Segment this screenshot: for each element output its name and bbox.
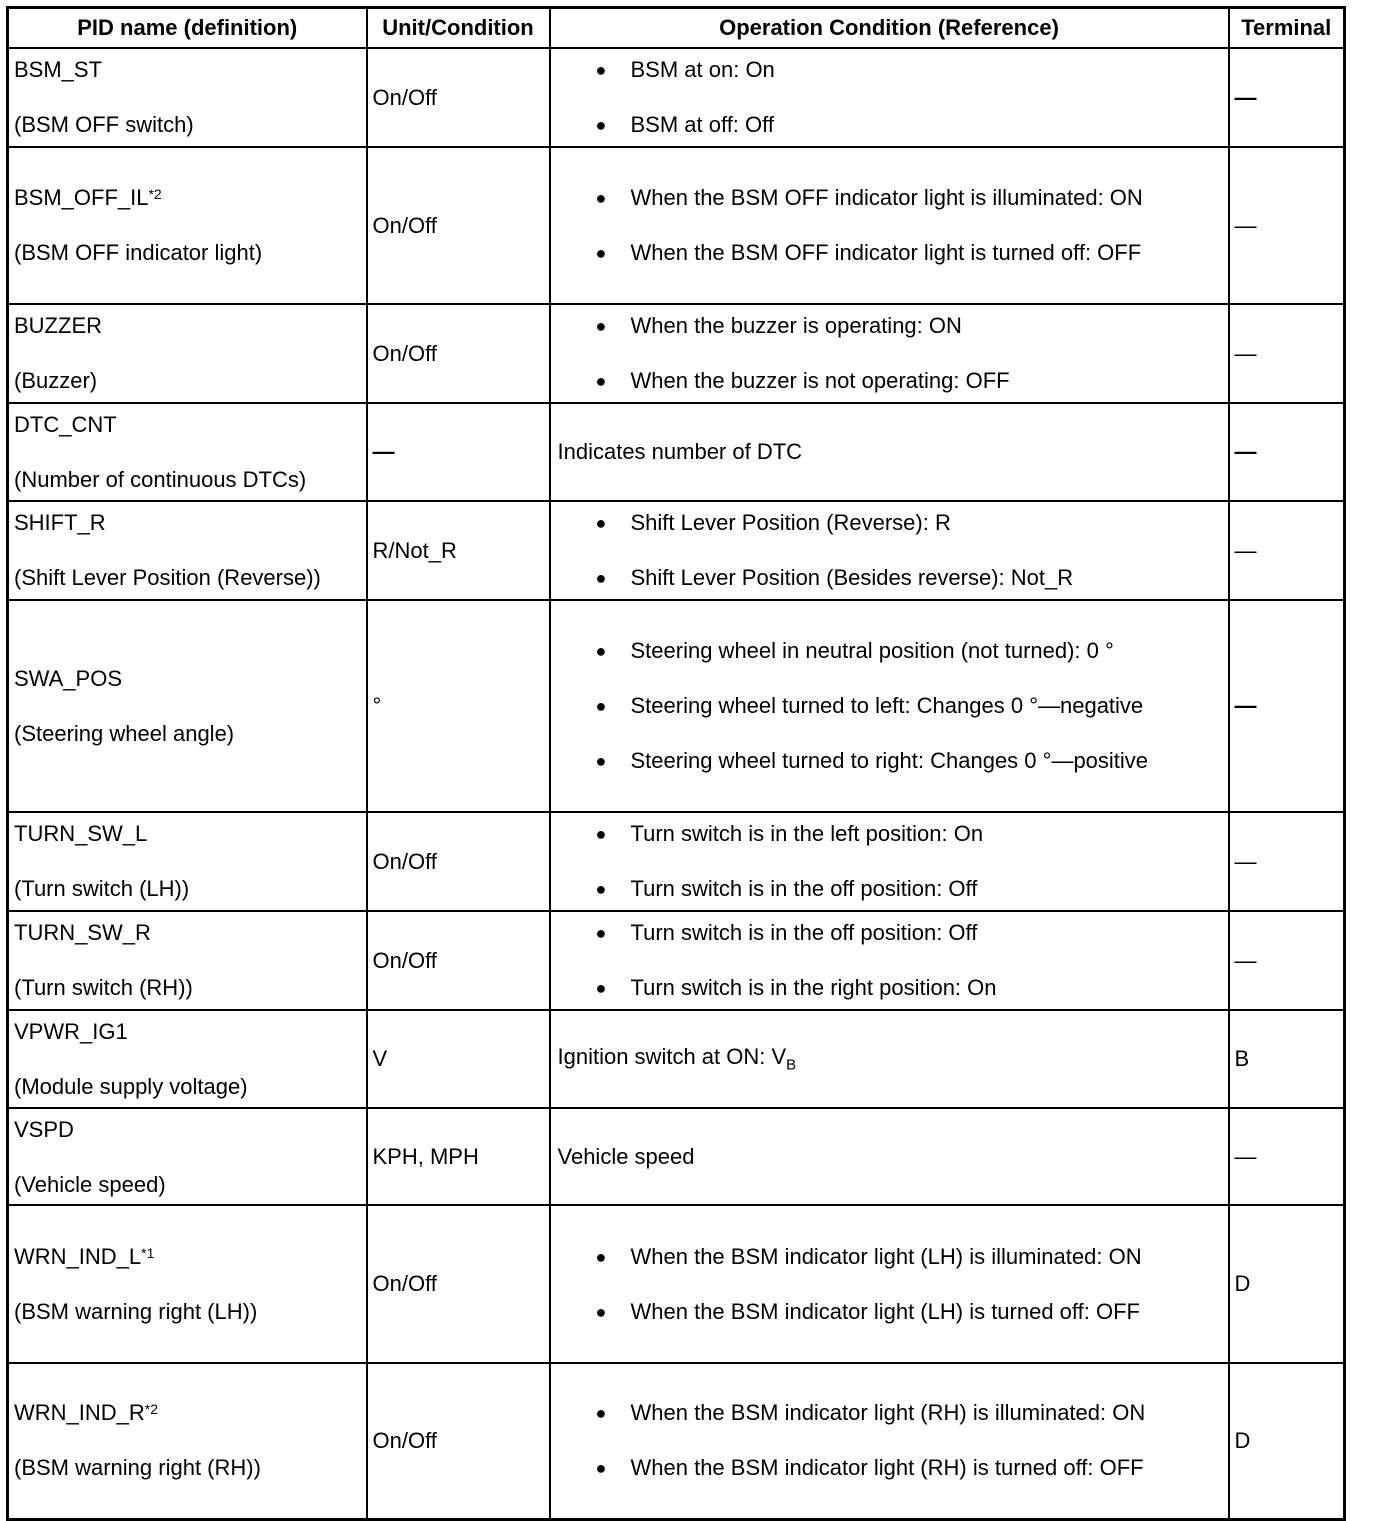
bullet-icon: ● bbox=[595, 316, 607, 336]
condition-cell bbox=[550, 1010, 1229, 1108]
unit-cell: On/Off bbox=[367, 304, 550, 403]
condition-cell bbox=[550, 501, 1229, 600]
bullet-icon: ● bbox=[595, 824, 607, 844]
condition-item: ● Steering wheel in neutral position (not turned): 0 ° bbox=[556, 636, 1223, 666]
terminal-cell: — bbox=[1229, 48, 1345, 147]
terminal-cell: D bbox=[1229, 1205, 1345, 1363]
pid-definition: (BSM OFF indicator light) bbox=[14, 240, 263, 265]
terminal-cell: — bbox=[1229, 812, 1345, 911]
condition-cell bbox=[550, 147, 1229, 304]
unit-cell: V bbox=[367, 1010, 550, 1108]
condition-cell bbox=[550, 812, 1229, 911]
table-row bbox=[8, 48, 1345, 147]
condition-item: ● When the BSM OFF indicator light is illuminated: ON bbox=[556, 183, 1223, 213]
terminal-cell: — bbox=[1229, 403, 1345, 501]
pid-cell bbox=[8, 1010, 367, 1108]
condition-text: Vehicle speed bbox=[557, 1143, 695, 1169]
condition-cell bbox=[550, 304, 1229, 403]
pid-cell bbox=[8, 1205, 367, 1363]
condition-item: ● Shift Lever Position (Besides reverse): Not_R bbox=[556, 563, 1223, 593]
pid-cell bbox=[8, 1108, 367, 1205]
table-row bbox=[8, 501, 1345, 600]
table-row bbox=[8, 1108, 1345, 1205]
footnote-marker: *2 bbox=[148, 186, 162, 202]
pid-cell bbox=[8, 911, 367, 1010]
pid-cell bbox=[8, 812, 367, 911]
table-row bbox=[8, 1363, 1345, 1519]
pid-cell bbox=[8, 501, 367, 600]
condition-item: ● Turn switch is in the off position: Off bbox=[556, 874, 1223, 904]
table-row bbox=[8, 147, 1345, 304]
footnote-marker: *1 bbox=[141, 1244, 155, 1261]
bullet-icon: ● bbox=[595, 696, 607, 716]
pid-cell bbox=[8, 600, 367, 812]
condition-item: ● Steering wheel turned to right: Changes 0 °—positive bbox=[556, 746, 1223, 776]
table-row bbox=[8, 911, 1345, 1010]
condition-cell bbox=[550, 911, 1229, 1010]
bullet-icon: ● bbox=[595, 243, 607, 263]
condition-item: ● When the BSM indicator light (LH) is turned off: OFF bbox=[556, 1297, 1223, 1327]
pid-name: BUZZER bbox=[14, 313, 102, 338]
terminal-cell: — bbox=[1229, 501, 1345, 600]
header-unit: Unit/Condition bbox=[367, 8, 550, 49]
pid-name: VPWR_IG1 bbox=[14, 1019, 128, 1044]
condition-text: Ignition switch at ON: $V_B$ bbox=[557, 1044, 797, 1074]
condition-cell bbox=[550, 1108, 1229, 1205]
pid-name: $WRN\_IND\_L^{*1}$ bbox=[14, 1243, 155, 1269]
pid-definition: (BSM warning right (RH)) bbox=[14, 1455, 261, 1481]
pid-table bbox=[6, 6, 1346, 1521]
condition-cell bbox=[550, 48, 1229, 147]
unit-cell: ° bbox=[367, 600, 550, 812]
unit-cell: R/Not_R bbox=[367, 501, 550, 600]
condition-item: ● When the BSM indicator light (LH) is illuminated: ON bbox=[556, 1242, 1223, 1272]
condition-cell bbox=[550, 600, 1229, 812]
header-row bbox=[8, 8, 1345, 49]
header-pid: PID name (definition) bbox=[8, 8, 367, 49]
pid-name: TURN_SW_R bbox=[14, 920, 151, 945]
condition-item: ● When the BSM indicator light (RH) is turned off: OFF bbox=[556, 1453, 1223, 1483]
condition-item: ● Turn switch is in the off position: Off bbox=[556, 918, 1223, 948]
bullet-icon: ● bbox=[595, 188, 607, 208]
pid-name: BSM_ST bbox=[14, 57, 103, 82]
terminal-cell: B bbox=[1229, 1010, 1345, 1108]
pid-definition: (Buzzer) bbox=[14, 368, 98, 393]
pid-definition: (Shift Lever Position (Reverse)) bbox=[14, 565, 321, 590]
condition-item: ● BSM at off: Off bbox=[556, 110, 1223, 140]
bullet-icon: ● bbox=[595, 641, 607, 661]
table-row bbox=[8, 1010, 1345, 1108]
bullet-icon: ● bbox=[595, 1403, 607, 1424]
condition-item: ● When the buzzer is not operating: OFF bbox=[556, 366, 1223, 396]
bullet-icon: ● bbox=[595, 371, 607, 391]
unit-cell: On/Off bbox=[367, 911, 550, 1010]
bullet-icon: ● bbox=[595, 978, 607, 998]
table-row bbox=[8, 403, 1345, 501]
header-operation: Operation Condition (Reference) bbox=[550, 8, 1229, 49]
table-row bbox=[8, 1205, 1345, 1363]
condition-item: ● Shift Lever Position (Reverse): R bbox=[556, 508, 1223, 538]
header-terminal: Terminal bbox=[1229, 8, 1345, 49]
pid-name: SWA_POS bbox=[14, 665, 122, 691]
bullet-icon: ● bbox=[595, 1301, 607, 1322]
pid-definition: (Turn switch (LH)) bbox=[14, 876, 190, 901]
bullet-icon: ● bbox=[595, 751, 607, 771]
condition-item: ● When the BSM indicator light (RH) is illuminated: ON bbox=[556, 1398, 1223, 1428]
pid-name: VSPD bbox=[14, 1117, 74, 1142]
bullet-icon: ● bbox=[595, 1246, 607, 1267]
condition-item: ● When the BSM OFF indicator light is turned off: OFF bbox=[556, 238, 1223, 268]
pid-definition: (Vehicle speed) bbox=[14, 1172, 166, 1197]
pid-cell bbox=[8, 304, 367, 403]
pid-name: DTC_CNT bbox=[14, 412, 117, 437]
condition-cell bbox=[550, 403, 1229, 501]
bullet-icon: ● bbox=[595, 923, 607, 943]
pid-definition: (Steering wheel angle) bbox=[14, 720, 235, 746]
condition-item: ● Steering wheel turned to left: Changes 0 °—negative bbox=[556, 691, 1223, 721]
unit-cell: On/Off bbox=[367, 812, 550, 911]
bullet-icon: ● bbox=[595, 115, 607, 135]
table-row bbox=[8, 812, 1345, 911]
terminal-cell: — bbox=[1229, 911, 1345, 1010]
voltage-subscript: B bbox=[786, 1056, 797, 1074]
terminal-cell: — bbox=[1229, 1108, 1345, 1205]
condition-cell bbox=[550, 1363, 1229, 1519]
pid-name: SHIFT_R bbox=[14, 510, 106, 535]
pid-definition: (Turn switch (RH)) bbox=[14, 975, 193, 1000]
condition-text: Indicates number of DTC bbox=[557, 439, 803, 464]
condition-item: ● BSM at on: On bbox=[556, 55, 1223, 85]
condition-item: ● Turn switch is in the left position: On bbox=[556, 819, 1223, 849]
pid-definition: (BSM warning right (LH)) bbox=[14, 1298, 258, 1324]
bullet-icon: ● bbox=[595, 568, 607, 588]
pid-definition: (Module supply voltage) bbox=[14, 1074, 248, 1099]
terminal-cell: D bbox=[1229, 1363, 1345, 1519]
unit-cell: On/Off bbox=[367, 48, 550, 147]
unit-cell: On/Off bbox=[367, 147, 550, 304]
unit-cell: KPH, MPH bbox=[367, 1108, 550, 1205]
unit-cell: On/Off bbox=[367, 1205, 550, 1363]
bullet-icon: ● bbox=[595, 513, 607, 533]
pid-cell bbox=[8, 48, 367, 147]
terminal-cell: — bbox=[1229, 600, 1345, 812]
terminal-cell: — bbox=[1229, 304, 1345, 403]
pid-table-container bbox=[6, 6, 1343, 1521]
terminal-cell: — bbox=[1229, 147, 1345, 304]
bullet-icon: ● bbox=[595, 1458, 607, 1479]
pid-name: BSM_OFF_IL$^{*2}$ bbox=[14, 185, 162, 210]
condition-cell bbox=[550, 1205, 1229, 1363]
pid-definition: (BSM OFF switch) bbox=[14, 112, 194, 137]
pid-name: TURN_SW_L bbox=[14, 821, 148, 846]
bullet-icon: ● bbox=[595, 60, 607, 80]
pid-cell bbox=[8, 147, 367, 304]
table-row bbox=[8, 304, 1345, 403]
bullet-icon: ● bbox=[595, 879, 607, 899]
pid-definition: (Number of continuous DTCs) bbox=[14, 467, 307, 492]
unit-cell: On/Off bbox=[367, 1363, 550, 1519]
condition-item: ● Turn switch is in the right position: On bbox=[556, 973, 1223, 1003]
pid-cell bbox=[8, 1363, 367, 1519]
footnote-marker: *2 bbox=[144, 1401, 159, 1418]
table-row bbox=[8, 600, 1345, 812]
pid-cell bbox=[8, 403, 367, 501]
condition-item: ● When the buzzer is operating: ON bbox=[556, 311, 1223, 341]
pid-name: $WRN\_IND\_R^{*2}$ bbox=[14, 1400, 159, 1426]
unit-cell: — bbox=[367, 403, 550, 501]
